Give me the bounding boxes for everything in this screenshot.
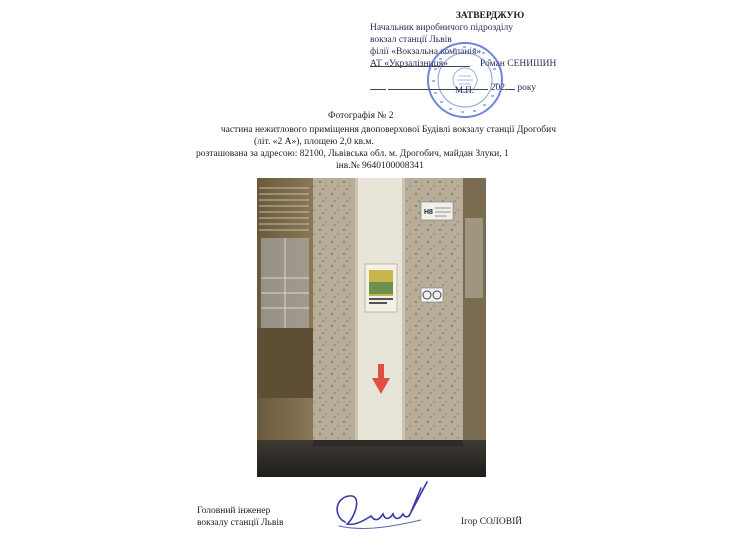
room-photograph — [257, 178, 486, 477]
approval-line-2: вокзал станції Львів — [370, 35, 452, 45]
description-line-4: інв.№ 9640100008341 — [336, 161, 424, 171]
approval-signer: Роман СЕНИШИН — [480, 59, 557, 69]
description-line-1: частина нежитлового приміщення двоповерхової Будівлі вокзалу станції Дрогобич — [220, 125, 556, 135]
footer-signer: Ігор СОЛОВІЙ — [461, 517, 523, 527]
approval-line-3: філії «Вокзальна компанія» — [370, 47, 482, 57]
description-line-2: (літ. «2 А»), площею 2,0 кв.м. — [254, 137, 374, 147]
footer-role — [197, 505, 284, 529]
handwritten-signature-icon — [325, 480, 435, 540]
approval-line-1: Начальник виробничого підрозділу — [370, 23, 513, 33]
approval-line-4: АТ «Укрзалізниця» — [370, 59, 448, 69]
photo-sign-text: H8 — [424, 209, 433, 216]
photo-illustration — [257, 178, 486, 477]
approval-date-year: 202 — [490, 83, 505, 93]
description-line-3: розташована за адресою: 82100, Львівська обл. м. Дрогобич, майдан Злуки, 1 — [196, 149, 509, 159]
footer-role-line-1: Головний інженер — [197, 506, 271, 516]
approval-date-suffix: року — [517, 83, 537, 93]
approval-heading: ЗАТВЕРДЖУЮ — [455, 11, 525, 21]
seal-label: М.П. — [455, 85, 475, 95]
round-stamp-icon — [425, 40, 505, 120]
footer-role-line-2: вокзалу станції Львів — [197, 518, 284, 528]
photo-title: Фотографія № 2 — [328, 111, 394, 121]
photo-description — [196, 124, 576, 172]
